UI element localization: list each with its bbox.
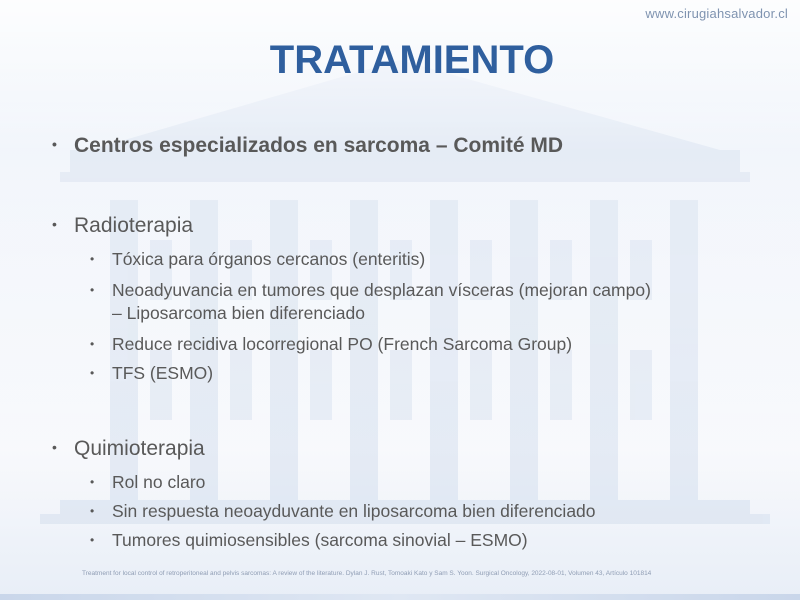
bottom-divider	[0, 594, 800, 600]
bullet-dot-icon: •	[90, 533, 95, 547]
bullet-item-quimioterapia	[52, 437, 205, 461]
sub-bullet-item	[90, 279, 651, 302]
sub-bullet-text: TFS (ESMO)	[112, 363, 214, 383]
footer-reference: Treatment for local control of retroperitoneal and pelvis sarcomas: A review of the literature. Dylan J. Rust, Tomoaki Kato y Sam S. Yoon. Surgical Oncology, 2022-08-01, Volumen 43, Artículo 101814	[82, 570, 652, 577]
sub-bullet-item	[90, 248, 425, 271]
bullet-dot-icon: •	[90, 366, 95, 380]
sub-bullet-text: Tóxica para órganos cercanos (enteritis)	[112, 249, 426, 269]
bullet-dot-icon: •	[90, 475, 95, 489]
bullet-dot-icon: •	[52, 216, 57, 232]
bullet-item-centros	[52, 134, 563, 158]
sub-bullet-continuation-text: – Liposarcoma bien diferenciado	[112, 303, 365, 323]
sub-bullet-continuation	[112, 302, 365, 325]
sub-bullet-text: Tumores quimiosensibles (sarcoma sinovial – ESMO)	[112, 530, 528, 550]
sub-bullet-text: Neoadyuvancia en tumores que desplazan vísceras (mejoran campo)	[112, 280, 651, 300]
bullet-text: Radioterapia	[74, 214, 194, 237]
bullet-text: Quimioterapia	[74, 437, 205, 460]
bullet-dot-icon: •	[52, 136, 57, 152]
slide-title: TRATAMIENTO	[269, 38, 555, 82]
bullet-text: Centros especializados en sarcoma – Comité MD	[74, 134, 563, 157]
bullet-dot-icon: •	[90, 504, 95, 518]
sub-bullet-item	[90, 471, 205, 494]
sub-bullet-item	[90, 333, 572, 356]
sub-bullet-item	[90, 500, 596, 523]
sub-bullet-item	[90, 362, 213, 385]
bullet-dot-icon: •	[90, 283, 95, 297]
site-url: www.cirugiahsalvador.cl	[645, 6, 788, 21]
bullet-dot-icon: •	[90, 337, 95, 351]
sub-bullet-text: Reduce recidiva locorregional PO (French Sarcoma Group)	[112, 334, 573, 354]
sub-bullet-item	[90, 529, 528, 552]
bullet-dot-icon: •	[90, 252, 95, 266]
sub-bullet-text: Sin respuesta neoayduvante en liposarcoma bien diferenciado	[112, 501, 596, 521]
sub-bullet-text: Rol no claro	[112, 472, 206, 492]
bullet-dot-icon: •	[52, 439, 57, 455]
bullet-item-radioterapia	[52, 214, 193, 238]
